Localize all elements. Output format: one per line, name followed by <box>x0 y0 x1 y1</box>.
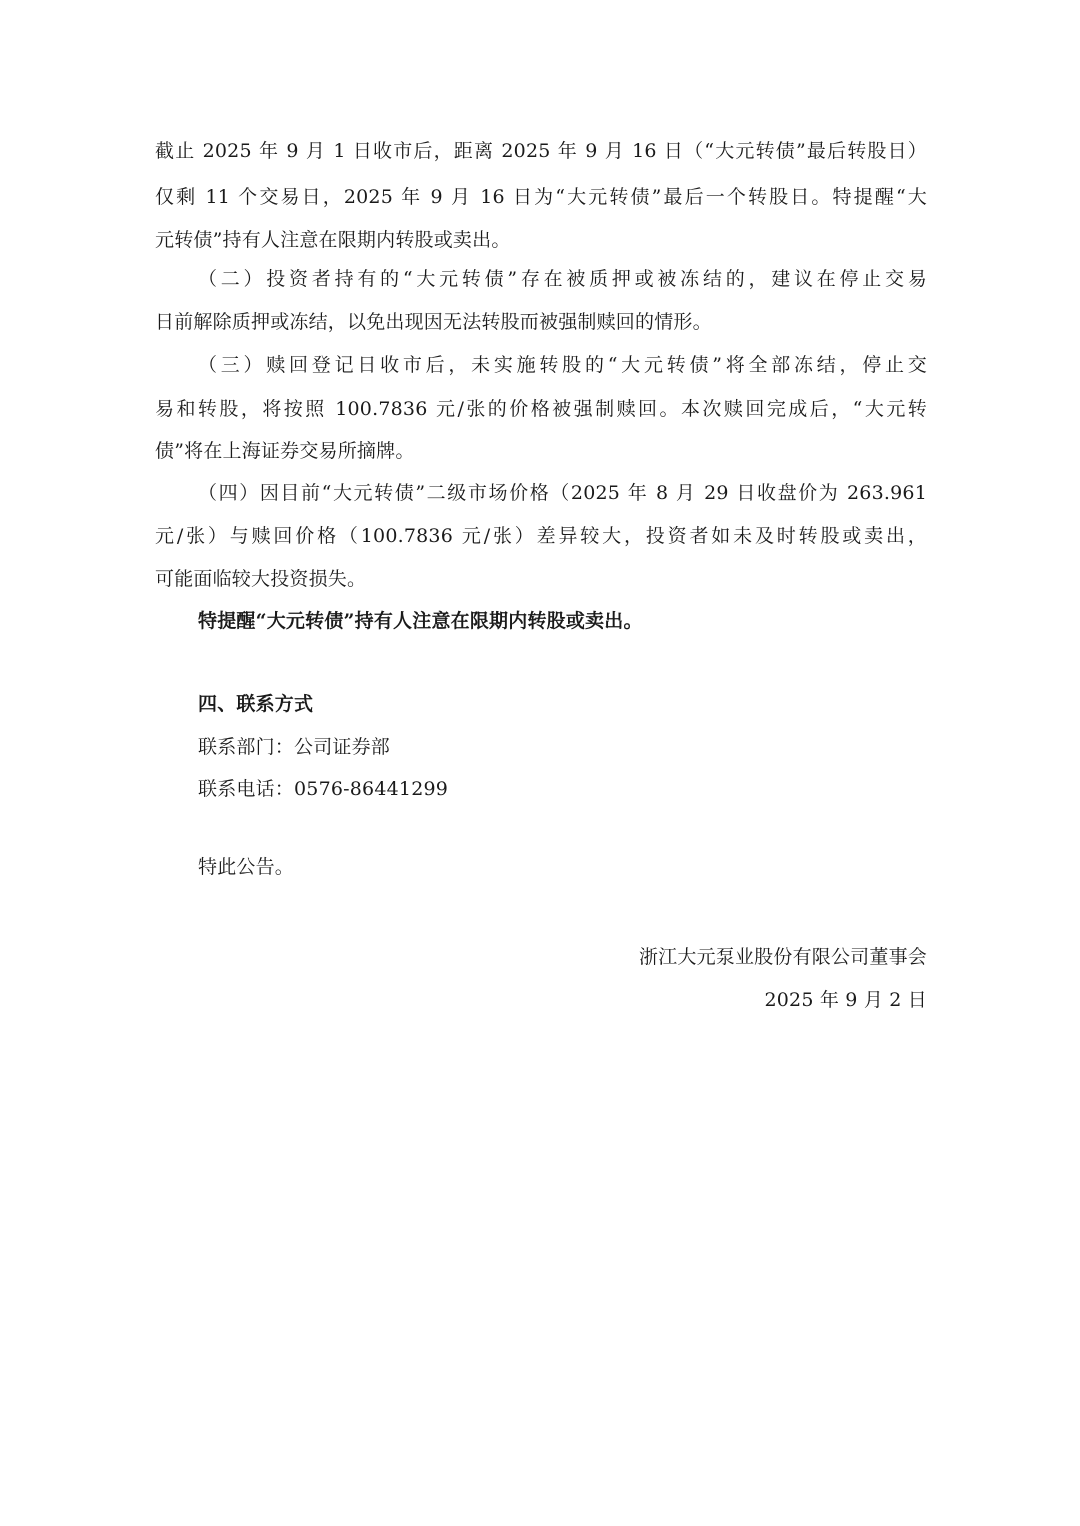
signature-company: 浙江大元泵业股份有限公司董事会 <box>638 946 927 968</box>
contact-department: 联系部门：公司证券部 <box>198 736 391 758</box>
paragraph-3-line-3: 债”将在上海证券交易所摘牌。 <box>155 440 415 462</box>
section-4-heading: 四、联系方式 <box>198 693 314 715</box>
closing-text: 特此公告。 <box>198 856 295 878</box>
paragraph-4-line-1: （四）因目前“大元转债”二级市场价格（2025 年 8 月 29 日收盘价为 263.961 <box>198 482 927 504</box>
paragraph-3-line-1: （三）赎回登记日收市后，未实施转股的“大元转债”将全部冻结，停止交 <box>198 354 927 376</box>
paragraph-4-line-3: 可能面临较大投资损失。 <box>155 568 367 590</box>
signature-date: 2025 年 9 月 2 日 <box>764 989 927 1011</box>
paragraph-1-line-3: 元转债”持有人注意在限期内转股或卖出。 <box>155 229 511 251</box>
paragraph-2-line-1: （二）投资者持有的“大元转债”存在被质押或被冻结的，建议在停止交易 <box>198 268 927 290</box>
paragraph-1-line-2: 仅剩 11 个交易日，2025 年 9 月 16 日为“大元转债”最后一个转股日。特提醒“大 <box>155 186 927 208</box>
paragraph-4-line-2: 元/张）与赎回价格（100.7836 元/张）差异较大，投资者如未及时转股或卖出， <box>155 525 927 547</box>
paragraph-1-line-1: 截止 2025 年 9 月 1 日收市后，距离 2025 年 9 月 16 日（“大元转债”最后转股日） <box>155 140 927 162</box>
paragraph-3-line-2: 易和转股，将按照 100.7836 元/张的价格被强制赎回。本次赎回完成后，“大元转 <box>155 398 927 420</box>
contact-phone: 联系电话：0576-86441299 <box>198 778 449 800</box>
reminder-text: 特提醒“大元转债”持有人注意在限期内转股或卖出。 <box>198 610 643 632</box>
paragraph-2-line-2: 日前解除质押或冻结，以免出现因无法转股而被强制赎回的情形。 <box>155 311 712 333</box>
